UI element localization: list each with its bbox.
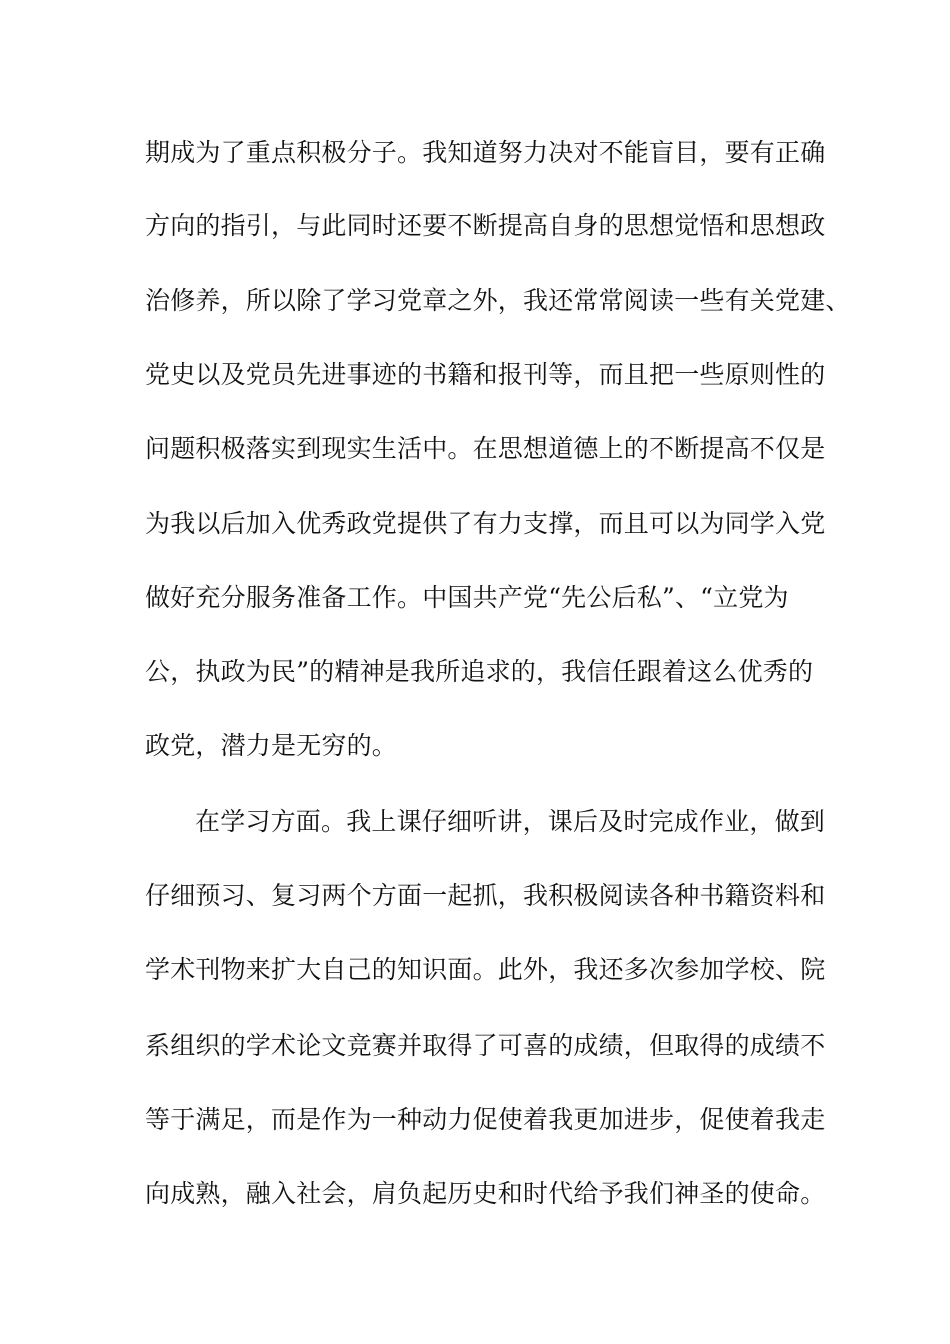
text-line: 党史以及党员先进事迹的书籍和报刊等，而且把一些原则性的 (145, 360, 826, 389)
text-line: 问题积极落实到现实生活中。在思想道德上的不断提高不仅是 (145, 434, 826, 463)
text-line: 仔细预习、复习两个方面一起抓，我积极阅读各种书籍资料和 (145, 881, 826, 910)
text-line: 学术刊物来扩大自己的知识面。此外，我还多次参加学校、院 (145, 955, 826, 984)
paragraph-first-line: 在学习方面。我上课仔细听讲，课后及时完成作业，做到 (195, 807, 826, 836)
text-line: 等于满足，而是作为一种动力促使着我更加进步，促使着我走 (145, 1105, 826, 1134)
text-line: 期成为了重点积极分子。我知道努力决对不能盲目，要有正确 (145, 138, 826, 167)
text-line: 系组织的学术论文竞赛并取得了可喜的成绩，但取得的成绩不 (145, 1031, 826, 1060)
text-line: 做好充分服务准备工作。中国共产党“先公后私”、“立党为 (145, 583, 789, 612)
text-line: 公，执政为民”的精神是我所追求的，我信任跟着这么优秀的 (145, 657, 814, 686)
text-line: 向成熟，融入社会，肩负起历史和时代给予我们神圣的使命。 (145, 1179, 826, 1208)
text-line: 为我以后加入优秀政党提供了有力支撑，而且可以为同学入党 (145, 509, 826, 538)
text-line: 政党，潜力是无穷的。 (145, 731, 398, 760)
text-line: 治修养，所以除了学习党章之外，我还常常阅读一些有关党建、 (145, 286, 851, 315)
text-line: 方向的指引，与此同时还要不断提高自身的思想觉悟和思想政 (145, 211, 826, 240)
